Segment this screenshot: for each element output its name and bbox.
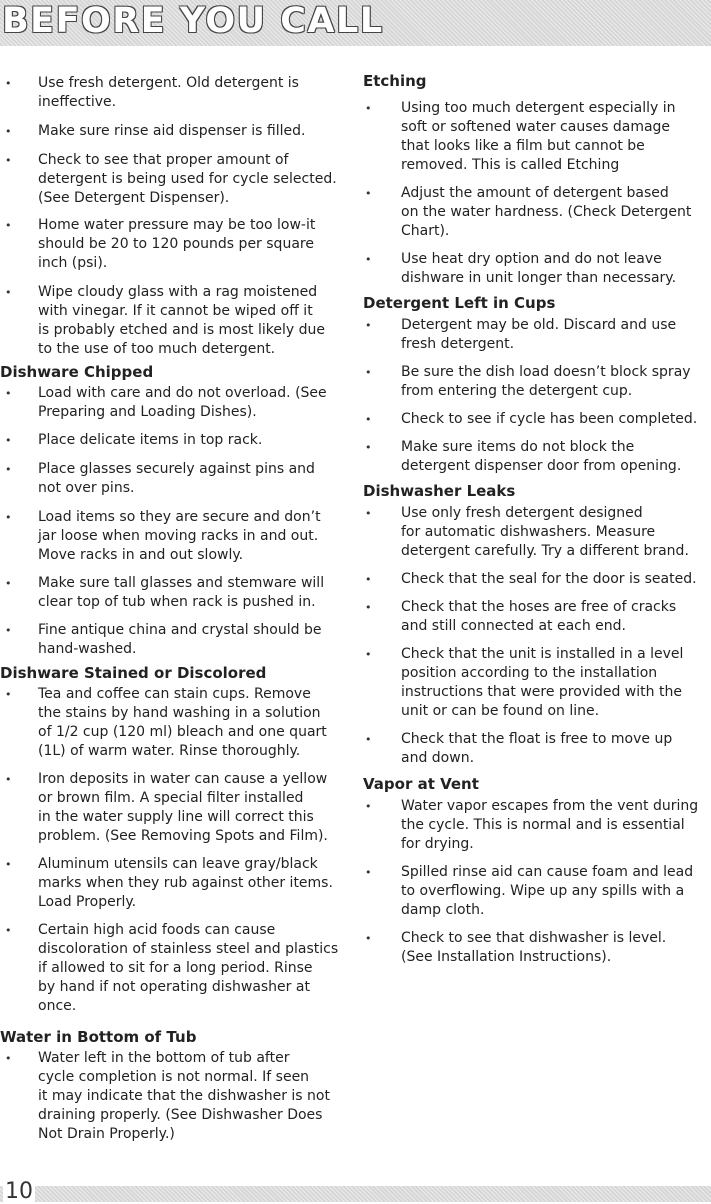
right-column: [363, 70, 711, 967]
list-item: • Be sure the dish load doesn’t block spray from entering the detergent cup.: [363, 363, 711, 401]
page-title: BEFORE YOU CALL: [2, 1, 384, 41]
list-item: • Wipe cloudy glass with a rag moistened with vinegar. If it cannot be wiped off it is probably etched and is most likely due to the use of too much detergent.: [0, 283, 350, 359]
water-bottom-list: [0, 1049, 350, 1144]
list-item: • Check to see that dishwasher is level. (See Installation Instructions).: [363, 929, 711, 967]
footer-band: [0, 1186, 711, 1202]
section-heading-etching: Etching: [363, 72, 427, 90]
list-item: • Spilled rinse aid can cause foam and lead to overflowing. Wipe up any spills with a damp cloth.: [363, 863, 711, 920]
list-item: • Use only fresh detergent designed for automatic dishwashers. Measure detergent carefully. Try a different brand.: [363, 504, 711, 561]
list-item: • Detergent may be old. Discard and use fresh detergent.: [363, 316, 711, 354]
left-column: [0, 70, 350, 1144]
list-item: • Check to see if cycle has been completed.: [363, 410, 711, 429]
list-item: • Water left in the bottom of tub after cycle completion is not normal. If seen it may indicate that the dishwasher is not draining properly. (See Dishwasher Does Not Drain Properly.): [0, 1049, 350, 1144]
section-heading-dishware-chipped: Dishware Chipped: [0, 363, 154, 381]
list-item: • Water vapor escapes from the vent during the cycle. This is normal and is essential for drying.: [363, 797, 711, 854]
list-item: • Fine antique china and crystal should be hand-washed.: [0, 621, 350, 659]
list-item: • Iron deposits in water can cause a yellow or brown film. A special filter installed in the water supply line will correct this problem. (See Removing Spots and Film).: [0, 770, 350, 846]
section-heading-water-in-bottom: Water in Bottom of Tub: [0, 1028, 197, 1046]
list-item: • Check to see that proper amount of detergent is being used for cycle selected. (See Detergent Dispenser).: [0, 151, 350, 208]
chipped-list: [0, 384, 350, 659]
list-item: • Make sure tall glasses and stemware will clear top of tub when rack is pushed in.: [0, 574, 350, 612]
section-heading-vapor-at-vent: Vapor at Vent: [363, 775, 479, 793]
list-item: • Use heat dry option and do not leave dishware in unit longer than necessary.: [363, 250, 711, 288]
vapor-list: [363, 797, 711, 967]
list-item: • Use fresh detergent. Old detergent is ineffective.: [0, 74, 350, 112]
list-item: • Aluminum utensils can leave gray/black marks when they rub against other items. Load Properly.: [0, 855, 350, 912]
list-item: • Load with care and do not overload. (See Preparing and Loading Dishes).: [0, 384, 350, 422]
section-heading-detergent-left: Detergent Left in Cups: [363, 294, 556, 312]
list-item: • Place glasses securely against pins and not over pins.: [0, 460, 350, 498]
etching-list: [363, 99, 711, 288]
list-item: • Certain high acid foods can cause discoloration of stainless steel and plastics if allowed to sit for a long period. Rinse by hand if not operating dishwasher at once.: [0, 921, 350, 1016]
stained-list: [0, 685, 350, 1016]
list-item: • Make sure items do not block the detergent dispenser door from opening.: [363, 438, 711, 476]
section-heading-dishwasher-leaks: Dishwasher Leaks: [363, 482, 516, 500]
list-item: • Tea and coffee can stain cups. Remove the stains by hand washing in a solution of 1/2 cup (120 ml) bleach and one quart (1L) of warm water. Rinse thoroughly.: [0, 685, 350, 761]
list-item: • Adjust the amount of detergent based on the water hardness. (Check Detergent Chart).: [363, 184, 711, 241]
detergent-cups-list: [363, 316, 711, 476]
leaks-list: [363, 504, 711, 768]
intro-list: [0, 74, 350, 359]
section-heading-dishware-stained: Dishware Stained or Discolored: [0, 664, 267, 682]
page-number: 10: [5, 1179, 33, 1204]
list-item: • Load items so they are secure and don’t jar loose when moving racks in and out. Move racks in and out slowly.: [0, 508, 350, 565]
list-item: • Check that the unit is installed in a level position according to the installation instructions that were provided with the unit or can be found on line.: [363, 645, 711, 721]
list-item: • Check that the float is free to move up and down.: [363, 730, 711, 768]
list-item: • Make sure rinse aid dispenser is filled.: [0, 122, 350, 141]
list-item: • Check that the hoses are free of cracks and still connected at each end.: [363, 598, 711, 636]
list-item: • Check that the seal for the door is seated.: [363, 570, 711, 589]
list-item: • Place delicate items in top rack.: [0, 431, 350, 450]
list-item: • Using too much detergent especially in soft or softened water causes damage that looks like a film but cannot be removed. This is called Etching: [363, 99, 711, 175]
list-item: • Home water pressure may be too low-it should be 20 to 120 pounds per square inch (psi).: [0, 216, 350, 273]
